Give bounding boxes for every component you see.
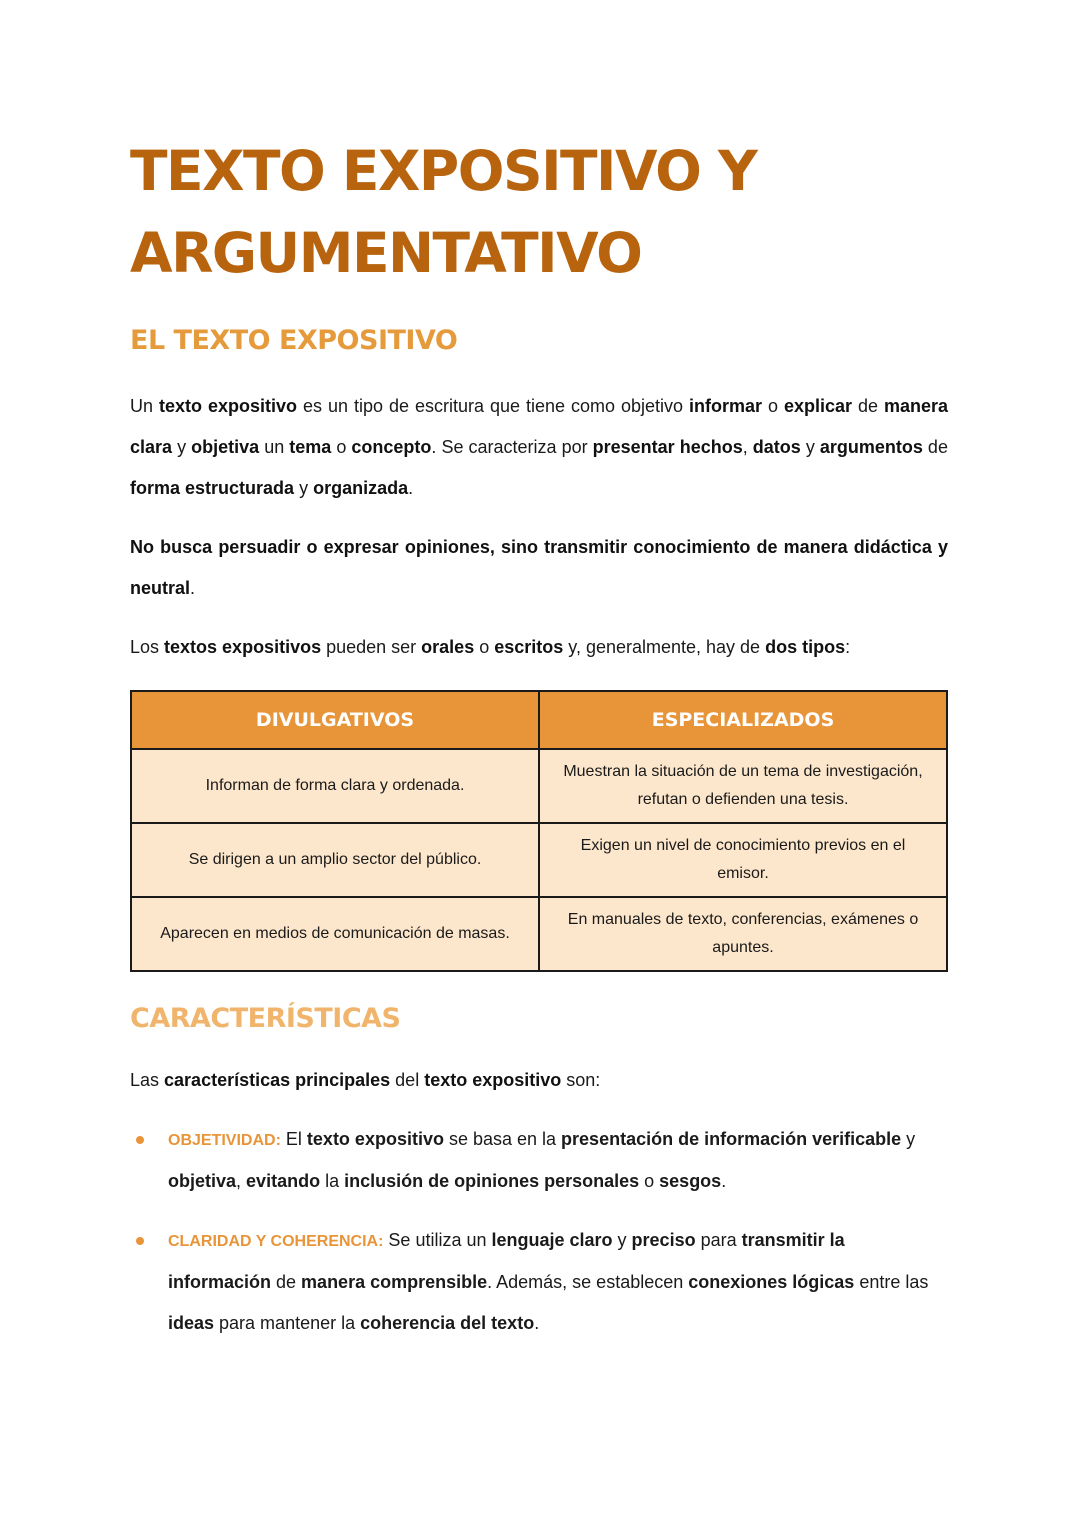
table-row xyxy=(131,897,947,971)
characteristics-list xyxy=(130,1119,948,1344)
title-line-1: TEXTO EXPOSITIVO Y xyxy=(130,139,757,203)
section-heading-caracteristicas: CARACTERÍSTICAS xyxy=(130,1003,401,1034)
bullet-icon xyxy=(136,1237,144,1245)
section-heading-expositivo: EL TEXTO EXPOSITIVO xyxy=(130,325,458,356)
list-item-objetividad xyxy=(130,1119,948,1202)
table-header-especializados: ESPECIALIZADOS xyxy=(539,691,947,749)
list-item-term: OBJETIVIDAD: xyxy=(168,1132,281,1149)
table-header-divulgativos: DIVULGATIVOS xyxy=(131,691,539,749)
page-title xyxy=(130,130,948,294)
title-line-2: ARGUMENTATIVO xyxy=(130,221,642,285)
table-cell: Informan de forma clara y ordenada. xyxy=(131,749,539,823)
document-page xyxy=(130,130,948,1362)
table-row xyxy=(131,749,947,823)
table-header-row xyxy=(131,691,947,749)
table-cell: Exigen un nivel de conocimiento previos en el emisor. xyxy=(539,823,947,897)
paragraph-purpose: No busca persuadir o expresar opiniones, sino transmitir conocimiento de manera didáctica y neutral. xyxy=(130,537,948,598)
table-cell: Muestran la situación de un tema de investigación, refutan o defienden una tesis. xyxy=(539,749,947,823)
bullet-icon xyxy=(136,1136,144,1144)
list-item-claridad xyxy=(130,1220,948,1344)
paragraph-types-intro: Los textos expositivos pueden ser orales o escritos y, generalmente, hay de dos tipos: xyxy=(130,637,851,657)
table-cell: Se dirigen a un amplio sector del público. xyxy=(131,823,539,897)
table-row xyxy=(131,823,947,897)
list-item-text: El texto expositivo se basa en la presentación de información verificable y objetiva, evitando la inclusión de opiniones personales o sesgos. xyxy=(168,1129,916,1191)
list-item-text: Se utiliza un lenguaje claro y preciso para transmitir la información de manera comprensible. Además, se establecen conexiones lógicas entre las ideas para mantener la coherencia del texto. xyxy=(168,1230,929,1333)
paragraph-definition: Un texto expositivo es un tipo de escritura que tiene como objetivo informar o explicar de manera clara y objetiva un tema o concepto. Se caracteriza por presentar hechos, datos y argumentos de forma estructurada y organizada. xyxy=(130,396,949,498)
list-item-term: CLARIDAD Y COHERENCIA: xyxy=(168,1233,384,1250)
table-cell: En manuales de texto, conferencias, exámenes o apuntes. xyxy=(539,897,947,971)
table-cell: Aparecen en medios de comunicación de masas. xyxy=(131,897,539,971)
paragraph-characteristics-intro: Las características principales del texto expositivo son: xyxy=(130,1070,601,1090)
types-table xyxy=(130,690,948,972)
